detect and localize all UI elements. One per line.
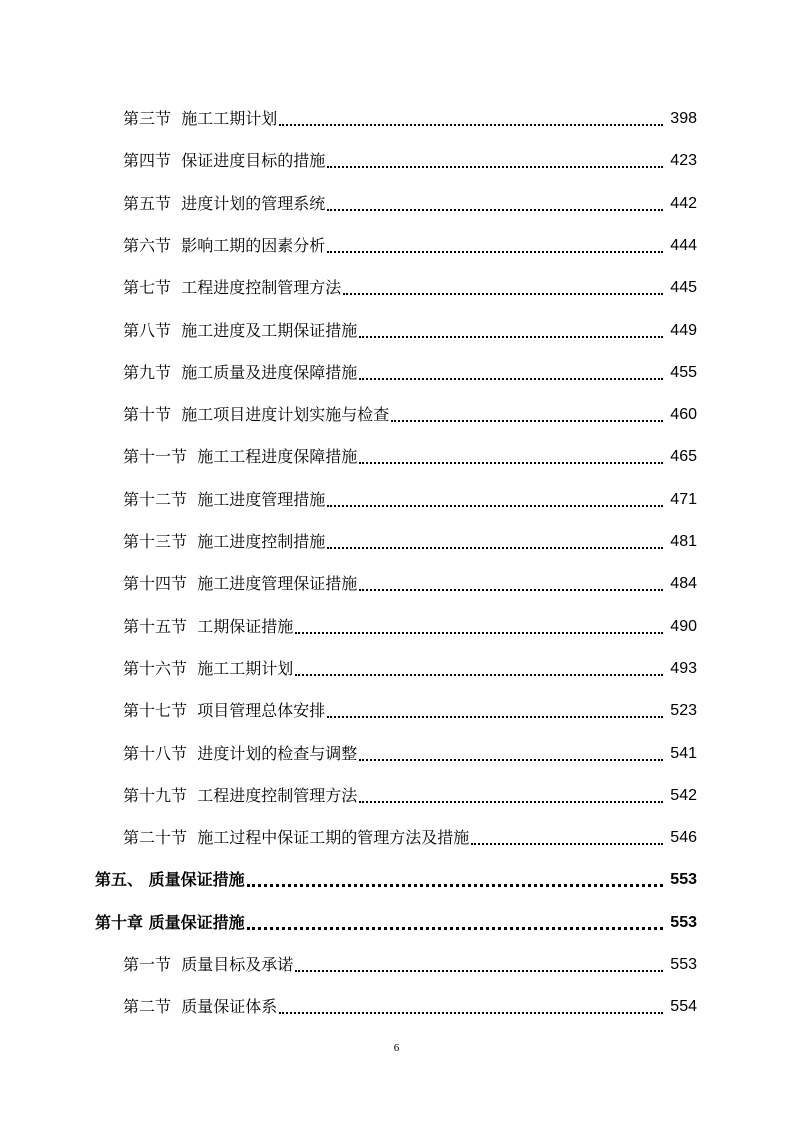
toc-page-number: 460 xyxy=(670,406,697,424)
toc-gap xyxy=(171,193,181,215)
toc-entry[interactable] xyxy=(0,144,793,172)
toc-section-number: 第十三节 xyxy=(123,532,188,551)
toc-section-number: 第五节 xyxy=(123,193,172,213)
page-number: 6 xyxy=(393,1042,400,1054)
toc-entry[interactable] xyxy=(0,821,793,849)
toc-title: 施工进度及工期保证措施 xyxy=(181,320,358,340)
toc-title: 项目管理总体安排 xyxy=(197,701,326,721)
toc-title: 质量保证体系 xyxy=(181,997,278,1017)
toc-gap xyxy=(171,108,181,130)
toc-page-number: 484 xyxy=(670,575,697,593)
toc-leader-dots xyxy=(359,462,663,464)
toc-title: 质量保证措施 xyxy=(148,870,245,890)
toc-title: 施工工程进度保障措施 xyxy=(197,447,358,467)
toc-entry[interactable] xyxy=(0,483,793,511)
toc-gap xyxy=(187,743,197,765)
toc-page-number: 455 xyxy=(670,363,697,381)
toc-section-number: 第十八节 xyxy=(123,743,188,763)
toc-section-number: 第二节 xyxy=(123,997,172,1017)
toc-leader-dots xyxy=(359,759,663,761)
toc-title: 施工工期计划 xyxy=(181,109,278,128)
toc-gap xyxy=(187,446,197,468)
toc-section-number: 第十章 xyxy=(95,912,144,932)
toc-section-number: 第十四节 xyxy=(123,574,188,594)
toc-title: 进度计划的检查与调整 xyxy=(197,743,358,763)
toc-entry[interactable] xyxy=(0,102,793,130)
toc-page-number: 465 xyxy=(670,448,697,466)
toc-section-number: 第十二节 xyxy=(123,489,188,509)
toc-section-number: 第七节 xyxy=(123,278,172,298)
toc-title: 工程进度控制管理方法 xyxy=(197,785,358,805)
toc-entry[interactable] xyxy=(0,314,793,342)
toc-leader-dots xyxy=(247,927,663,930)
toc-title: 施工进度管理措施 xyxy=(197,489,326,509)
toc-page-number: 546 xyxy=(670,829,697,847)
toc-title: 保证进度目标的措施 xyxy=(181,151,326,171)
toc-section-number: 第六节 xyxy=(123,235,172,255)
toc-gap xyxy=(187,531,197,553)
toc-entry[interactable] xyxy=(0,525,793,553)
toc-leader-dots xyxy=(279,1012,663,1014)
toc-leader-dots xyxy=(391,420,663,422)
toc-title: 施工项目进度计划实施与检查 xyxy=(181,405,390,425)
toc-entry[interactable] xyxy=(0,187,793,215)
toc-entry[interactable] xyxy=(0,356,793,384)
toc-leader-dots xyxy=(295,632,663,634)
toc-gap xyxy=(187,658,197,680)
toc-leader-dots xyxy=(327,547,663,549)
toc-section-number: 第三节 xyxy=(123,109,172,128)
toc-leader-dots xyxy=(359,589,663,591)
toc-entry[interactable] xyxy=(0,610,793,638)
toc-leader-dots xyxy=(359,801,663,803)
toc-section-number: 第二十节 xyxy=(123,828,188,848)
toc-page-number: 493 xyxy=(670,659,697,677)
toc-title: 施工质量及进度保障措施 xyxy=(181,362,358,382)
toc-section-number: 第十五节 xyxy=(123,616,188,636)
toc-gap xyxy=(187,616,197,638)
toc-gap xyxy=(187,489,197,511)
toc-entry[interactable] xyxy=(0,652,793,680)
toc-gap xyxy=(187,827,197,849)
toc-gap xyxy=(171,150,181,172)
toc-entry[interactable] xyxy=(0,990,793,1018)
toc-page-number: 481 xyxy=(670,533,697,550)
toc-section-number: 第十六节 xyxy=(123,658,188,678)
toc-gap xyxy=(187,573,197,595)
toc-page-number: 398 xyxy=(670,110,697,127)
toc-gap xyxy=(171,235,181,257)
toc-leader-dots xyxy=(247,884,663,887)
toc-gap xyxy=(171,277,181,299)
toc-leader-dots xyxy=(343,293,663,295)
toc-entry[interactable] xyxy=(0,440,793,468)
toc-title: 施工进度控制措施 xyxy=(197,532,326,551)
toc-leader-dots xyxy=(295,674,663,676)
toc-page-number: 542 xyxy=(670,786,697,804)
toc-title: 工期保证措施 xyxy=(197,616,294,636)
toc-section-number: 第八节 xyxy=(123,320,172,340)
toc-title: 进度计划的管理系统 xyxy=(181,193,326,213)
toc-section-number: 第四节 xyxy=(123,151,172,171)
toc-leader-dots xyxy=(327,716,663,718)
toc-section-number: 第十节 xyxy=(123,405,172,425)
toc-title: 工程进度控制管理方法 xyxy=(181,278,342,298)
toc-gap xyxy=(171,954,181,976)
toc-leader-dots xyxy=(295,970,663,972)
toc-gap xyxy=(171,320,181,342)
toc-entry[interactable] xyxy=(0,737,793,765)
toc-leader-dots xyxy=(279,124,663,126)
toc-title: 质量保证措施 xyxy=(148,912,245,932)
toc-page-number: 553 xyxy=(670,956,697,973)
toc-leader-dots xyxy=(327,166,663,168)
toc-page-number: 490 xyxy=(670,617,697,635)
toc-title: 施工进度管理保证措施 xyxy=(197,574,358,594)
toc-entry[interactable] xyxy=(0,398,793,426)
toc-page-number: 449 xyxy=(670,321,697,339)
toc-section-number: 第五、 xyxy=(95,870,144,890)
toc-page-number: 541 xyxy=(670,744,697,762)
toc-gap xyxy=(187,785,197,807)
toc-title: 质量目标及承诺 xyxy=(181,955,294,974)
toc-entry[interactable] xyxy=(0,863,793,891)
toc-page-number: 554 xyxy=(670,998,697,1016)
toc-entry[interactable] xyxy=(0,779,793,807)
toc-page-number: 471 xyxy=(670,490,697,508)
toc-page-number: 553 xyxy=(670,871,697,889)
toc-title: 施工工期计划 xyxy=(197,658,294,678)
toc-section-number: 第九节 xyxy=(123,362,172,382)
toc-entry[interactable] xyxy=(0,948,793,976)
toc-leader-dots xyxy=(359,378,663,380)
toc-entry[interactable] xyxy=(0,694,793,722)
toc-section-number: 第十九节 xyxy=(123,785,188,805)
toc-leader-dots xyxy=(471,843,663,845)
toc-gap xyxy=(171,996,181,1018)
toc-gap xyxy=(187,700,197,722)
toc-entry[interactable] xyxy=(0,567,793,595)
toc-page-number: 553 xyxy=(670,913,697,931)
toc-leader-dots xyxy=(327,209,663,211)
toc-page-number: 423 xyxy=(670,152,697,170)
toc-page-number: 523 xyxy=(670,702,697,720)
toc-page-number: 444 xyxy=(670,236,697,254)
toc-section-number: 第十七节 xyxy=(123,701,188,721)
toc-gap xyxy=(171,362,181,384)
toc-leader-dots xyxy=(359,336,663,338)
toc-leader-dots xyxy=(327,505,663,507)
toc-title: 影响工期的因素分析 xyxy=(181,235,326,255)
toc-entry[interactable] xyxy=(0,229,793,257)
toc-entry[interactable] xyxy=(0,271,793,299)
toc-title: 施工过程中保证工期的管理方法及措施 xyxy=(197,828,470,848)
toc-leader-dots xyxy=(327,251,663,253)
toc-section-number: 第一节 xyxy=(123,955,172,974)
toc-page-number: 442 xyxy=(670,194,697,212)
toc-page-number: 445 xyxy=(670,279,697,297)
toc-entry[interactable] xyxy=(0,906,793,934)
toc-gap xyxy=(171,404,181,426)
toc-section-number: 第十一节 xyxy=(123,447,188,467)
